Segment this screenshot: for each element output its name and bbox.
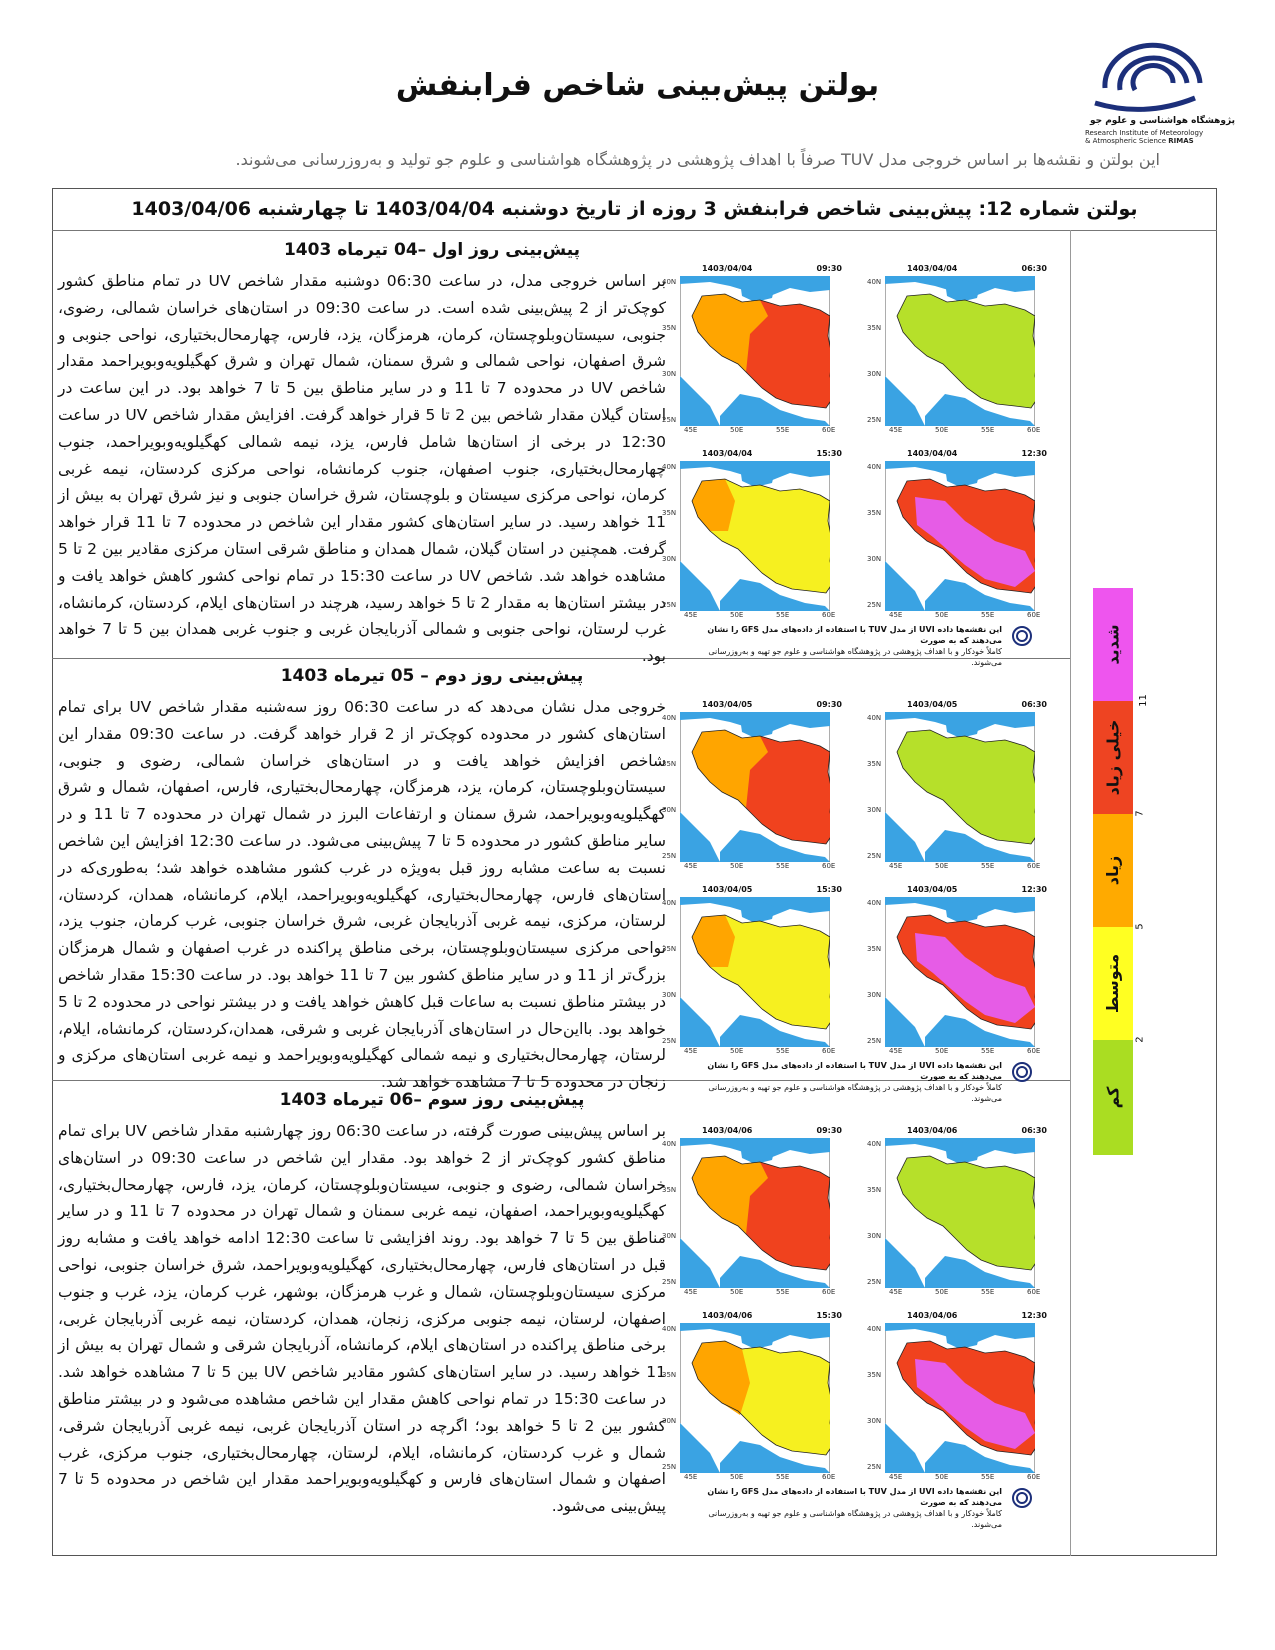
map-date: 1403/04/06 <box>702 1126 753 1135</box>
map-lat-label: 40N <box>662 463 677 471</box>
map-date: 1403/04/06 <box>702 1311 753 1320</box>
map-label <box>702 1126 842 1135</box>
rimas-emblem-icon <box>1085 28 1235 118</box>
map-note-line1: این نقشه‌ها داده UVI از مدل TUV با استفاده از داده‌های مدل GFS را نشان می‌دهند که به صورت <box>707 1061 1002 1081</box>
map-lon-label: 55E <box>981 1047 995 1055</box>
uv-map-panel <box>867 1126 1057 1311</box>
uv-legend <box>1093 588 1161 1155</box>
map-lat-label: 30N <box>662 555 677 563</box>
map-time: 09:30 <box>816 1126 842 1135</box>
map-lon-label: 60E <box>1027 1047 1041 1055</box>
map-label <box>702 700 842 709</box>
uv-map-panel <box>662 264 852 449</box>
map-lat-label: 35N <box>867 324 882 332</box>
map-time: 09:30 <box>816 264 842 273</box>
map-time: 06:30 <box>1021 1126 1047 1135</box>
uv-map <box>680 276 830 426</box>
org-abbr: RIMAS <box>1168 137 1194 145</box>
map-lat-label: 30N <box>867 1232 882 1240</box>
map-lat-label: 40N <box>867 278 882 286</box>
map-lat-label: 40N <box>662 278 677 286</box>
map-lat-label: 30N <box>662 1417 677 1425</box>
map-lon-label: 60E <box>1027 611 1041 619</box>
map-time: 15:30 <box>816 885 842 894</box>
day-text: بر اساس پیش‌بینی صورت گرفته، در ساعت 06:30 روز چهارشنبه مقدار شاخص UV برای تمام مناطق کشور کوچک‌تر از 2 خواهد بود. مقدار این شاخص در ساعت 09:30 در استان‌های خراسان شمالی، رضوی و جنوبی، سیستان‌وبلوچستان، کرمان، یزد، فارس، چهارمحال‌بختیاری، کهگیلویه‌وبویراحمد، اصفهان، نیمه غربی سمنان و شمال تهران در محدوده 7 تا 11 و در سایر مناطق بین 5 تا 7 خواهد بود. روند افزایشی تا ساعت 12:30 ادامه خواهد یافت و مشابه روز قبل در استان‌های فارس، چهارمحال‌بختیاری، کهگیلویه‌وبویراحمد، شرق خراسان جنوبی، نواحی مرکزی سیستان‌وبلوچستان، شمال و غرب هرمزگان، بوشهر، غرب کرمان، یزد، غرب و جنوب اصفهان، لرستان، نیمه جنوبی مرکزی، زنجان، همدان، کردستان، نیمه غربی آذربایجان غربی، برخی مناطق پراکنده در استان‌های ایلام، کرمانشاه، آذربایجان شرقی و شمال تهران به بیش از 11 خواهد رسید. در سایر استان‌های کشور مقادیر شاخص UV بین 5 تا 7 مشاهده خواهد شد. در ساعت 15:30 در تمام نواحی کاهش مقدار این شاخص مشاهده می‌شود و در بیشتر مناطق کشور بین 2 تا 5 خواهد بود؛ اگرچه در استان آذربایجان غربی، نیمه غربی آذربایجان شرقی، شمال و غرب کردستان، کرمانشاه، ایلام، لرستان، چهارمحال‌بختیاری، جنوب مرکزی، غرب اصفهان و شمال استان‌های فارس و کهگیلویه‌وبویراحمد مقدار این شاخص در محدوده 5 تا 7 پیش‌بینی می‌شود. <box>58 1122 667 1516</box>
map-lat-label: 40N <box>867 714 882 722</box>
divider <box>1070 230 1071 1556</box>
map-lat-label: 25N <box>867 1278 882 1286</box>
map-lon-label: 45E <box>684 1047 698 1055</box>
map-lat-label: 25N <box>662 852 677 860</box>
map-date: 1403/04/04 <box>702 264 753 273</box>
day-text: بر اساس خروجی مدل، در ساعت 06:30 دوشنبه مقدار شاخص UV در تمام مناطق کشور کوچک‌تر از 2 پیش‌بینی شده است. در ساعت 09:30 در استان‌های خراسان شمالی، رضوی، جنوبی، سیستان‌وبلوچستان، کرمان، هرمزگان، یزد، فارس، چهارمحال‌بختیاری، نواحی جنوبی و شرق اصفهان، نواحی شمالی و شرق سمنان، شمال تهران و شرق کهگیلویه‌وبویراحمد مقدار شاخص UV در محدوده 7 تا 11 و در سایر مناطق بین 5 تا 7 خواهد بود. در این ساعت در استان گیلان مقدار شاخص بین 2 تا 5 قرار خواهد گرفت. افزایش مقدار شاخص UV در ساعت 12:30 در برخی از استان‌ها شامل فارس، یزد، نیمه شمالی کهگیلویه‌وبویراحمد، جنوب چهارمحال‌بختیاری، جنوب اصفهان، جنوب کرمانشاه، نواحی مرکزی کردستان، نیمه غربی کرمان، نواحی مرکزی سیستان و بلوچستان، شرق خراسان جنوبی و نیز شرق تهران به بیش از 11 خواهد رسید. در سایر استان‌های کشور مقدار این شاخص در محدوده 7 تا 11 قرار خواهد گرفت. همچنین در استان گیلان، شمال همدان و مناطق شرقی استان مرکزی مقادیر بین 2 تا 5 مشاهده خواهد شد. شاخص UV در ساعت 15:30 در تمام نواحی کشور کاهش خواهد یافت و در بیشتر استان‌ها به مقدار 2 تا 5 خواهد رسید، هرچند در استان‌های ایلام، کردستان، کرمانشاه، غرب لرستان، نواحی جنوبی و شمالی آذربایجان غربی و جنوب غربی همدان بین 5 تا 7 خواهد بود. <box>58 272 667 666</box>
map-lon-label: 60E <box>822 1473 836 1481</box>
map-note <box>702 1060 1002 1104</box>
uv-map <box>680 461 830 611</box>
map-lat-label: 40N <box>662 714 677 722</box>
map-lon-label: 55E <box>776 862 790 870</box>
map-lat-label: 30N <box>662 991 677 999</box>
legend-threshold: 11 <box>1137 694 1149 707</box>
map-lon-label: 55E <box>776 1473 790 1481</box>
day-text: خروجی مدل نشان می‌دهد که در ساعت 06:30 روز سه‌شنبه مقدار شاخص UV برای تمام استان‌های کشور در محدوده کوچک‌تر از 2 قرار خواهد گرفت. در ساعت 09:30 مقدار این شاخص افزایش خواهد یافت و در استان‌های خراسان شمالی، رضوی و جنوبی، سیستان‌وبلوچستان، کرمان، یزد، هرمزگان، چهارمحال‌بختیاری، فارس، اصفهان، شمال و شرق کهگیلویه‌وبویراحمد، شرق سمنان و ارتفاعات البرز در شمال تهران در محدوده 7 تا 11 و در سایر مناطق کشور در محدوده 5 تا 7 پیش‌بینی می‌شود. در ساعت 12:30 افزایش این شاخص نسبت به ساعت مشابه روز قبل به‌ویژه در غرب کشور مشاهده خواهد شد؛ به‌طوری‌که در استان‌های فارس، چهارمحال‌بختیاری، کهگیلویه‌وبویراحمد، ایلام، کرمانشاه، همدان، کردستان، لرستان، مرکزی، نیمه غربی آذربایجان غربی، شرق خراسان جنوبی، غرب کرمان، جنوب یزد، نواحی مرکزی سیستان‌وبلوچستان، برخی مناطق پراکنده در غرب اصفهان و شمال هرمزگان بزرگ‌تر از 11 و در سایر مناطق کشور بین 7 تا 11 خواهد بود. در ساعت 15:30 مقدار شاخص در بیشتر مناطق نسبت به ساعات قبل کاهش خواهد یافت و در بیشتر نواحی در محدوده 2 تا 5 خواهد بود. بااین‌حال در استان‌های آذربایجان غربی و شرقی، همدان،کردستان، کرمانشاه، ایلام، لرستان، چهارمحال‌بختیاری و نیمه شمالی کهگیلویه‌وبویراحمد و نیمه غربی استان‌های مرکزی و زنجان در محدوده 5 تا 7 مشاهده خواهد شد. <box>58 698 667 1092</box>
map-lon-label: 50E <box>730 1047 744 1055</box>
divider <box>52 230 1217 231</box>
map-time: 12:30 <box>1021 449 1047 458</box>
map-date: 1403/04/04 <box>907 449 958 458</box>
map-lat-label: 25N <box>867 1463 882 1471</box>
rimas-mini-logo-icon <box>1010 1060 1034 1084</box>
map-lon-label: 50E <box>730 1288 744 1296</box>
day-section-2 <box>58 666 666 1096</box>
map-time: 06:30 <box>1021 700 1047 709</box>
map-lon-label: 55E <box>981 1288 995 1296</box>
map-lat-label: 35N <box>662 509 677 517</box>
map-lon-label: 50E <box>730 611 744 619</box>
uv-map <box>680 1138 830 1288</box>
map-lat-label: 35N <box>662 760 677 768</box>
map-lon-label: 50E <box>730 862 744 870</box>
map-lat-label: 35N <box>662 324 677 332</box>
day-title: پیش‌بینی روز سوم –06 تیرماه 1403 <box>279 1090 585 1110</box>
map-label <box>702 1311 842 1320</box>
map-lat-label: 25N <box>662 1463 677 1471</box>
uv-map-panel <box>867 264 1057 449</box>
map-lon-label: 55E <box>981 611 995 619</box>
map-lat-label: 35N <box>867 1371 882 1379</box>
map-lat-label: 30N <box>867 370 882 378</box>
map-label <box>907 264 1047 273</box>
map-lat-label: 40N <box>867 1325 882 1333</box>
org-name-en <box>1085 129 1235 145</box>
day-section-3 <box>58 1090 666 1520</box>
uv-map-panel <box>867 1311 1057 1496</box>
map-lat-label: 40N <box>867 463 882 471</box>
map-lat-label: 30N <box>867 806 882 814</box>
uv-map-panel <box>662 885 852 1070</box>
map-lat-label: 25N <box>662 416 677 424</box>
map-lat-label: 40N <box>867 899 882 907</box>
map-lat-label: 25N <box>662 1278 677 1286</box>
map-lon-label: 45E <box>684 1288 698 1296</box>
map-date: 1403/04/04 <box>702 449 753 458</box>
map-lat-label: 35N <box>867 509 882 517</box>
map-lon-label: 60E <box>822 426 836 434</box>
map-note-line2: کاملاً خودکار و با اهداف پژوهشی در پژوهشگاه هواشناسی و علوم جو تهیه و به‌روزرسانی می‌شوند. <box>708 1509 1002 1529</box>
map-lon-label: 50E <box>935 1047 949 1055</box>
map-lat-label: 30N <box>662 806 677 814</box>
map-label <box>702 449 842 458</box>
map-date: 1403/04/06 <box>907 1311 958 1320</box>
map-label <box>907 885 1047 894</box>
map-lon-label: 45E <box>684 611 698 619</box>
legend-threshold: 2 <box>1134 1036 1146 1043</box>
map-note <box>702 624 1002 668</box>
map-time: 12:30 <box>1021 1311 1047 1320</box>
map-lat-label: 40N <box>662 1325 677 1333</box>
map-time: 12:30 <box>1021 885 1047 894</box>
map-lat-label: 25N <box>867 416 882 424</box>
uv-map <box>885 1323 1035 1473</box>
map-note-line2: کاملاً خودکار و با اهداف پژوهشی در پژوهشگاه هواشناسی و علوم جو تهیه و به‌روزرسانی می‌شوند. <box>708 647 1002 667</box>
map-lat-label: 30N <box>867 991 882 999</box>
map-lon-label: 60E <box>822 1047 836 1055</box>
map-lon-label: 45E <box>684 426 698 434</box>
uv-map <box>885 897 1035 1047</box>
map-lat-label: 40N <box>662 899 677 907</box>
legend-threshold: 5 <box>1134 923 1146 930</box>
map-lon-label: 45E <box>889 611 903 619</box>
map-lon-label: 50E <box>935 611 949 619</box>
map-date: 1403/04/06 <box>907 1126 958 1135</box>
map-label <box>907 1311 1047 1320</box>
map-note-line1: این نقشه‌ها داده UVI از مدل TUV با استفاده از داده‌های مدل GFS را نشان می‌دهند که به صورت <box>707 625 1002 645</box>
map-lon-label: 55E <box>776 426 790 434</box>
rimas-mini-logo-icon <box>1010 1486 1034 1510</box>
map-time: 15:30 <box>816 449 842 458</box>
uv-maps-day-2 <box>662 700 1062 1104</box>
map-lat-label: 25N <box>867 1037 882 1045</box>
uv-map <box>885 1138 1035 1288</box>
map-lon-label: 55E <box>776 611 790 619</box>
uv-map <box>680 897 830 1047</box>
map-note-line2: کاملاً خودکار و با اهداف پژوهشی در پژوهشگاه هواشناسی و علوم جو تهیه و به‌روزرسانی می‌شوند. <box>708 1083 1002 1103</box>
map-lon-label: 45E <box>889 1047 903 1055</box>
map-lat-label: 25N <box>662 601 677 609</box>
map-label <box>907 700 1047 709</box>
map-lon-label: 60E <box>1027 1473 1041 1481</box>
map-lon-label: 50E <box>935 1473 949 1481</box>
uv-map-panel <box>662 700 852 885</box>
map-date: 1403/04/05 <box>907 885 958 894</box>
map-time: 09:30 <box>816 700 842 709</box>
uv-map-panel <box>662 449 852 634</box>
map-lat-label: 40N <box>662 1140 677 1148</box>
day-title: پیش‌بینی روز اول –04 تیرماه 1403 <box>283 240 581 260</box>
map-time: 15:30 <box>816 1311 842 1320</box>
uv-map-panel <box>662 1311 852 1496</box>
map-lon-label: 45E <box>684 1473 698 1481</box>
map-lat-label: 30N <box>867 1417 882 1425</box>
uv-maps-day-1 <box>662 264 1062 668</box>
org-name-fa: پژوهشگاه هواشناسی و علوم جو <box>1089 116 1235 126</box>
org-name-en-line2: & Atmospheric Science <box>1085 137 1167 145</box>
map-lon-label: 60E <box>822 1288 836 1296</box>
uv-map-panel <box>867 700 1057 885</box>
disclaimer: این بولتن و نقشه‌ها بر اساس خروجی مدل TUV صرفاً با اهداف پژوهشی در پژوهشگاه هواشناسی و علوم جو تولید و به‌روزرسانی می‌شوند. <box>235 150 1160 169</box>
map-time: 06:30 <box>1021 264 1047 273</box>
map-lon-label: 45E <box>889 1473 903 1481</box>
map-lon-label: 60E <box>1027 1288 1041 1296</box>
map-lon-label: 55E <box>981 1473 995 1481</box>
uv-map-panel <box>662 1126 852 1311</box>
rimas-mini-logo-icon <box>1010 624 1034 648</box>
map-lat-label: 35N <box>867 1186 882 1194</box>
map-lat-label: 25N <box>867 601 882 609</box>
page-title: بولتن پیش‌بینی شاخص فرابنفش <box>395 68 880 103</box>
map-lat-label: 35N <box>662 945 677 953</box>
map-date: 1403/04/05 <box>907 700 958 709</box>
uv-map-panel <box>867 885 1057 1070</box>
uv-maps-day-3 <box>662 1126 1062 1530</box>
map-label <box>907 1126 1047 1135</box>
bulletin-heading: بولتن شماره 12: پیش‌بینی شاخص فرابنفش 3 روزه از تاریخ دوشنبه 1403/04/04 تا چهارشنبه 1403/04/06 <box>131 198 1138 220</box>
map-lon-label: 50E <box>730 426 744 434</box>
map-lat-label: 25N <box>867 852 882 860</box>
map-lon-label: 45E <box>889 1288 903 1296</box>
map-lon-label: 55E <box>776 1288 790 1296</box>
uv-map <box>885 712 1035 862</box>
map-lat-label: 30N <box>662 370 677 378</box>
map-lat-label: 35N <box>662 1186 677 1194</box>
uv-map <box>885 276 1035 426</box>
map-lon-label: 60E <box>822 611 836 619</box>
map-lon-label: 45E <box>889 426 903 434</box>
map-lon-label: 55E <box>981 862 995 870</box>
uv-map <box>885 461 1035 611</box>
org-name-en-line1: Research Institute of Meteorology <box>1085 129 1204 137</box>
legend-label: شدید <box>1103 624 1123 665</box>
map-lon-label: 50E <box>935 1288 949 1296</box>
map-lat-label: 30N <box>662 1232 677 1240</box>
map-lon-label: 55E <box>981 426 995 434</box>
map-lat-label: 35N <box>662 1371 677 1379</box>
legend-label: متوسط <box>1103 953 1123 1014</box>
uv-map <box>680 712 830 862</box>
map-lon-label: 45E <box>889 862 903 870</box>
day-section-1 <box>58 240 666 670</box>
legend-threshold: 7 <box>1134 810 1146 817</box>
map-label <box>702 885 842 894</box>
map-lon-label: 50E <box>935 862 949 870</box>
map-label <box>702 264 842 273</box>
map-date: 1403/04/05 <box>702 700 753 709</box>
legend-label: کم <box>1103 1086 1123 1109</box>
rimas-logo <box>1085 28 1235 158</box>
map-label <box>907 449 1047 458</box>
legend-label: خیلی زیاد <box>1103 719 1123 796</box>
map-note-line1: این نقشه‌ها داده UVI از مدل TUV با استفاده از داده‌های مدل GFS را نشان می‌دهند که به صورت <box>707 1487 1002 1507</box>
map-lon-label: 45E <box>684 862 698 870</box>
map-lon-label: 50E <box>730 1473 744 1481</box>
map-lat-label: 40N <box>867 1140 882 1148</box>
uv-map <box>680 1323 830 1473</box>
uv-map-panel <box>867 449 1057 634</box>
map-date: 1403/04/04 <box>907 264 958 273</box>
map-lat-label: 25N <box>662 1037 677 1045</box>
map-lon-label: 60E <box>1027 426 1041 434</box>
map-lon-label: 60E <box>1027 862 1041 870</box>
map-lat-label: 35N <box>867 760 882 768</box>
map-lon-label: 55E <box>776 1047 790 1055</box>
map-note <box>702 1486 1002 1530</box>
map-lon-label: 60E <box>822 862 836 870</box>
day-title: پیش‌بینی روز دوم – 05 تیرماه 1403 <box>280 666 584 686</box>
map-lat-label: 30N <box>867 555 882 563</box>
map-date: 1403/04/05 <box>702 885 753 894</box>
map-lat-label: 35N <box>867 945 882 953</box>
map-lon-label: 50E <box>935 426 949 434</box>
legend-label: زیاد <box>1103 855 1123 886</box>
